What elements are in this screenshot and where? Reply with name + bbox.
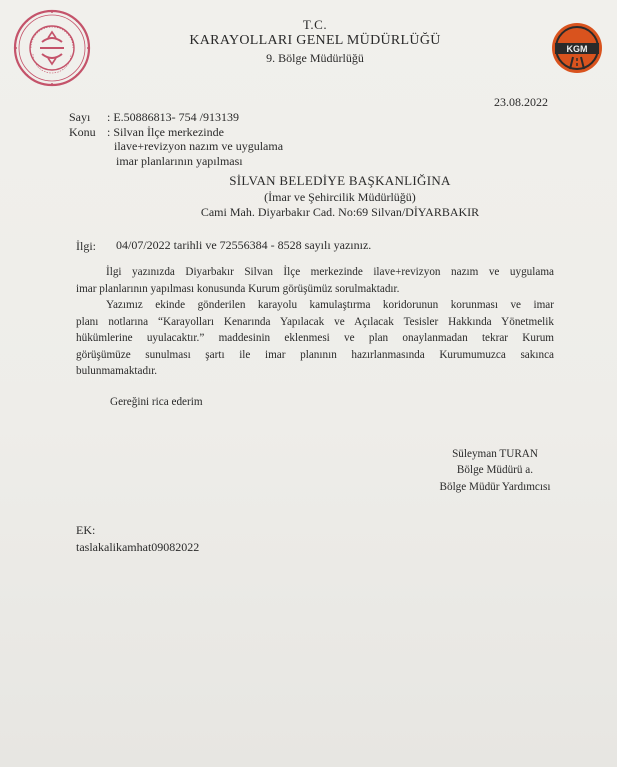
body-paragraph-1 — [76, 264, 554, 297]
sayi-value: : E.50886813- 754 /913139 — [107, 110, 239, 124]
paragraph-1-line: imar planlarının yapılması konusunda Kurum görüşümüz sorulmaktadır. — [76, 282, 400, 295]
signatory-title-1: Bölge Müdürü a. — [456, 464, 534, 476]
sayi-label: Sayı — [69, 110, 91, 124]
konu-line-3: imar planlarının yapılması — [116, 154, 243, 168]
signatory-name: Süleyman TURAN — [452, 448, 538, 460]
recipient-name: SİLVAN BELEDİYE BAŞKANLIĞINA — [229, 173, 451, 188]
paragraph-2-line: hükümlerine uyulacaktır.” maddesinin eklenmesi ve plan onaylanmadan tekrar Kurum — [76, 332, 554, 344]
header-region: 9. Bölge Müdürlüğü — [266, 51, 364, 65]
letter-date: 23.08.2022 — [494, 95, 548, 109]
recipient-department: (İmar ve Şehircilik Müdürlüğü) — [264, 190, 416, 204]
paragraph-2-line: planı notlarına “Karayolları Kenarında Yapılacak ve Açılacak Tesisler Hakkında Yönetmelik — [76, 315, 554, 328]
paragraph-2-line: görüşümüze sunulması şartı ile imar planının hazırlanmasında Kurumumuzca sakınca — [76, 348, 554, 361]
paragraph-2-line: Yazımız ekinde gönderilen karayolu kamulaştırma koridorunun korunması ve imar — [106, 299, 554, 311]
recipient-address: Cami Mah. Diyarbakır Cad. No:69 Silvan/DİYARBAKIR — [200, 205, 480, 219]
paragraph-2-line: bulunmamaktadır. — [76, 365, 158, 377]
konu-line-2: ilave+revizyon nazım ve uygulama — [114, 139, 284, 153]
closing-text: Gereğini rica ederim — [110, 396, 203, 408]
konu-label: Konu — [69, 125, 96, 139]
ministry-seal-icon — [12, 8, 92, 88]
kgm-logo-text: KGM — [566, 44, 588, 54]
paragraph-1-line: İlgi yazınızda Diyarbakır Silvan İlçe merkezinde ilave+revizyon nazım ve uygulama — [106, 266, 554, 278]
ilgi-text: 04/07/2022 tarihli ve 72556384 - 8528 sayılı yazınız. — [116, 238, 372, 252]
ilgi-label: İlgi: — [76, 239, 96, 253]
signatory-title-2: Bölge Müdür Yardımcısı — [439, 481, 551, 493]
header-tc: T.C. — [302, 17, 328, 32]
konu-line-1: : Silvan İlçe merkezinde — [107, 125, 224, 139]
attachment-item: taslakalikamhat09082022 — [76, 540, 200, 554]
attachment-label: EK: — [76, 523, 96, 537]
body-paragraph-2 — [76, 297, 554, 380]
header-organization: KARAYOLLARI GENEL MÜDÜRLÜĞÜ — [189, 33, 441, 48]
kgm-logo-icon — [551, 22, 603, 74]
